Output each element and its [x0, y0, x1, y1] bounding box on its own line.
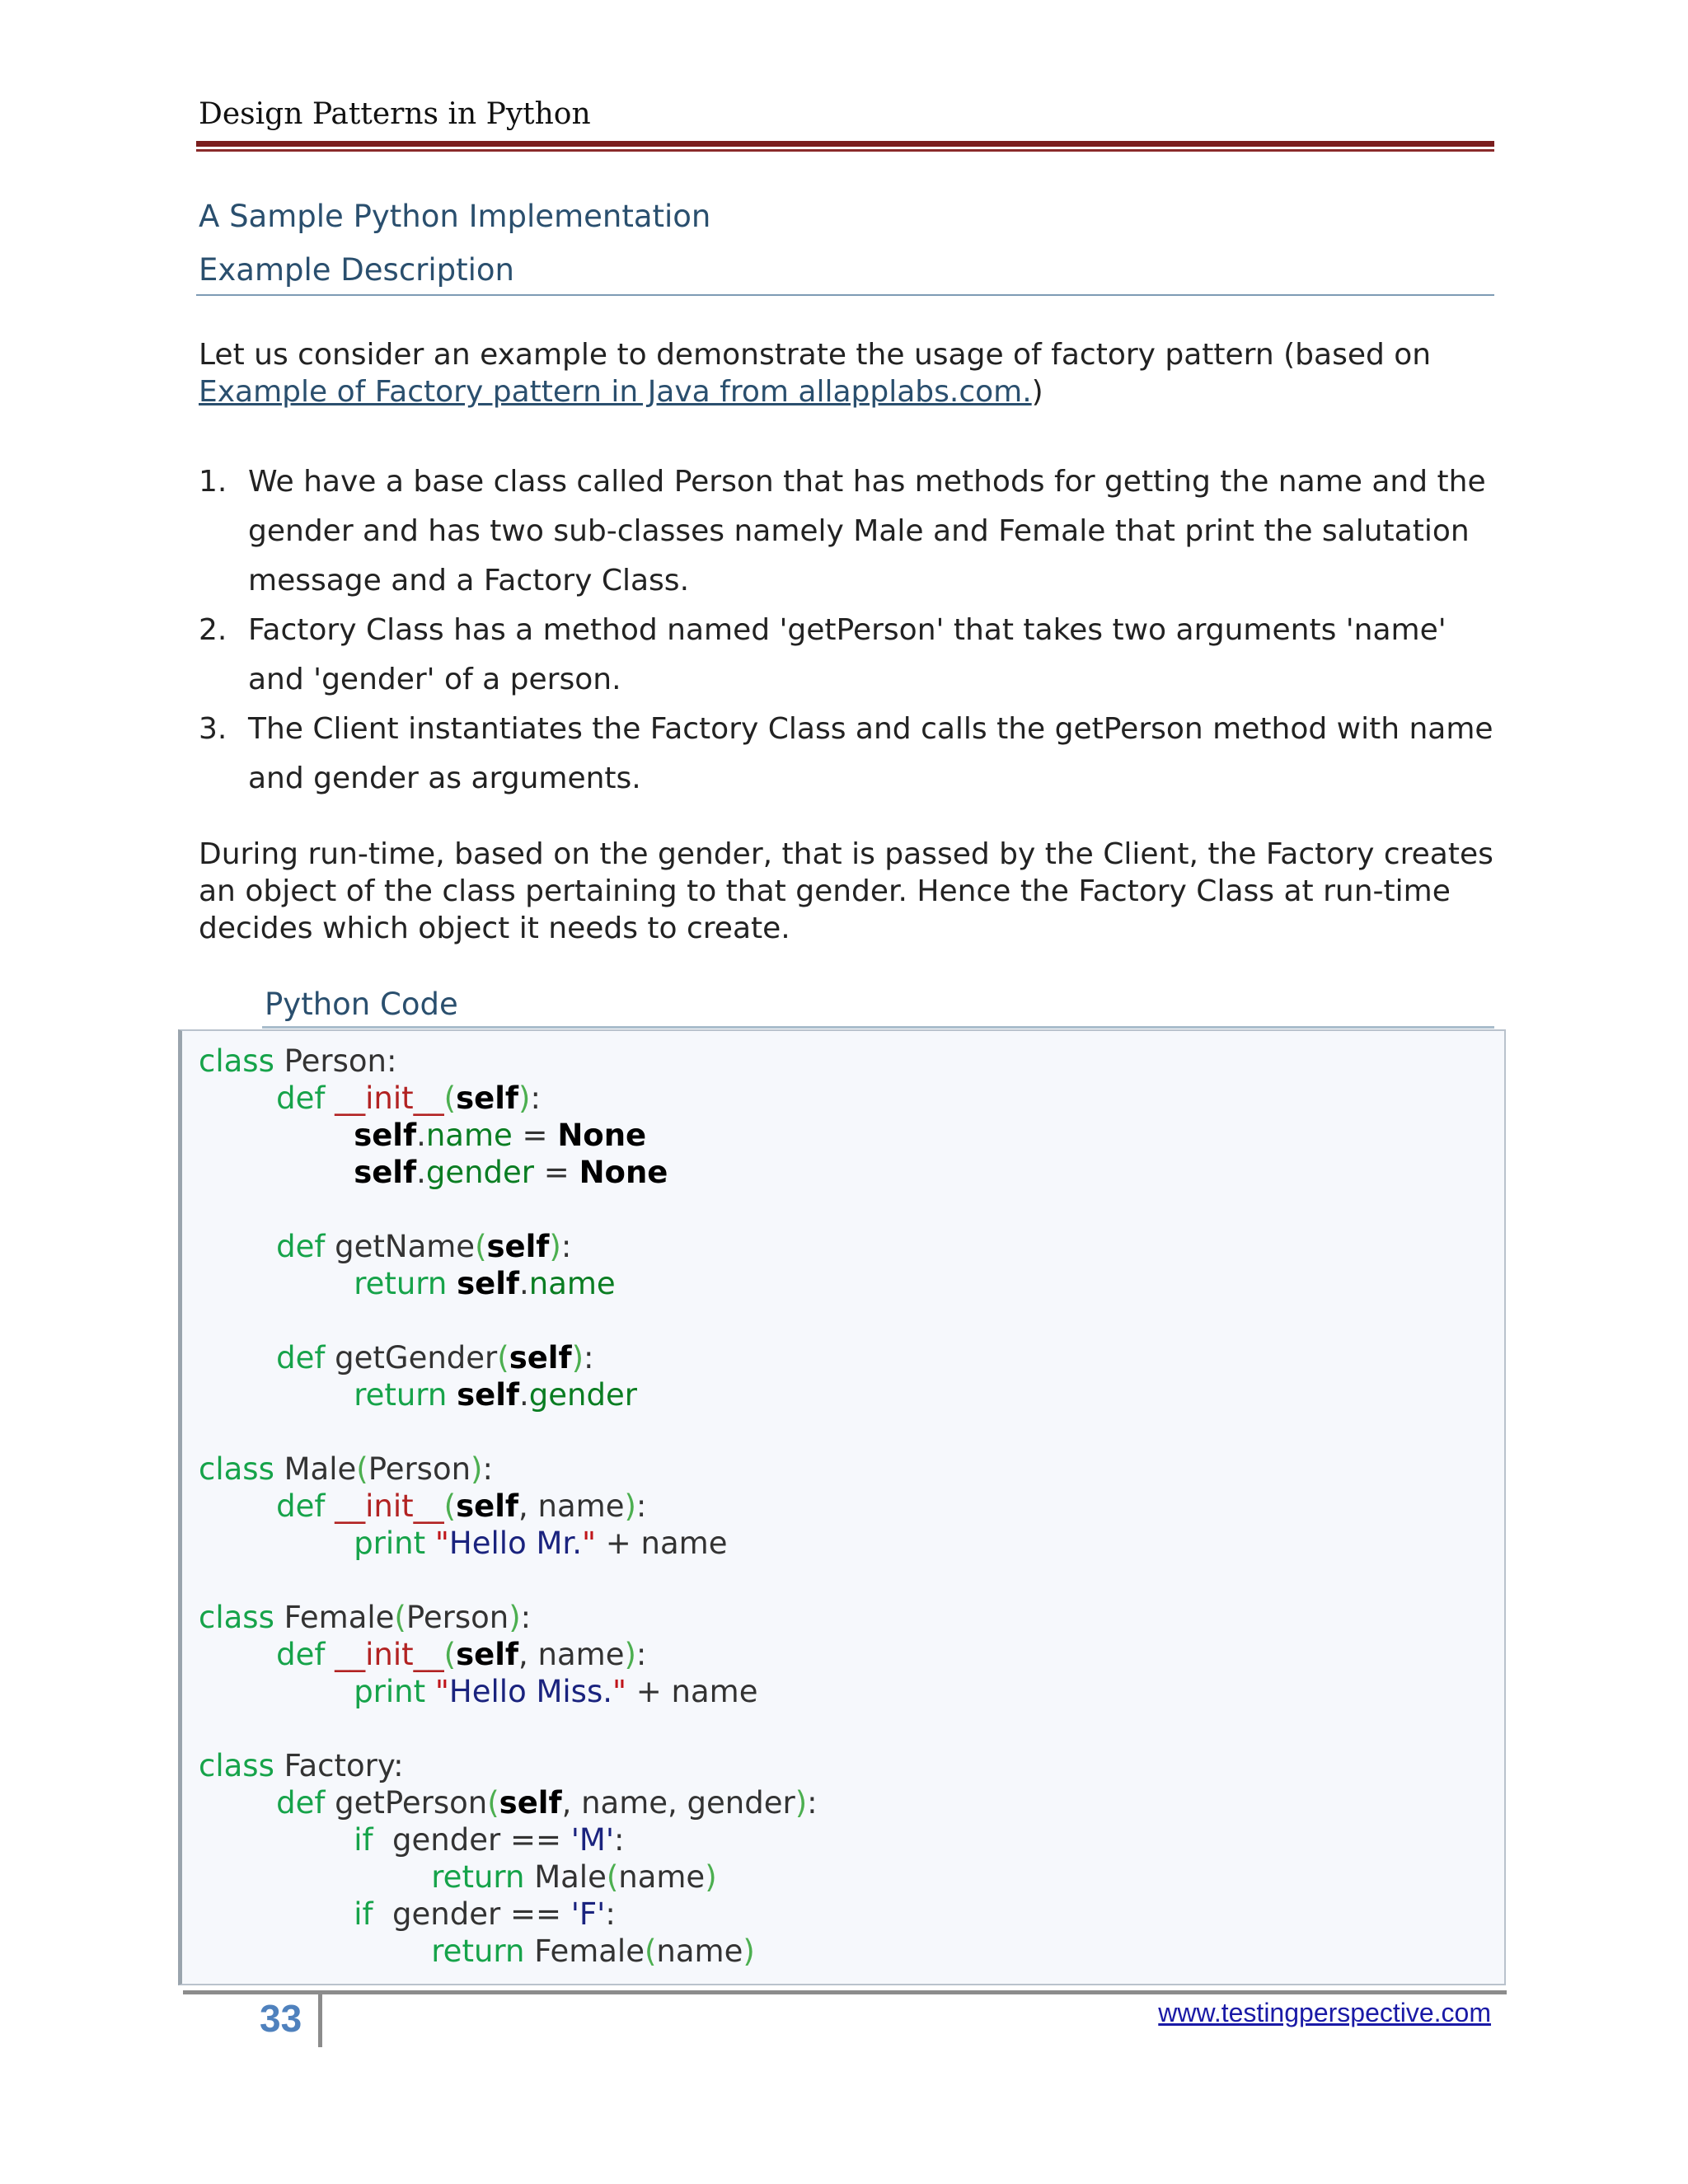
- code-token: .: [416, 1118, 426, 1153]
- code-line: [199, 1636, 818, 1673]
- code-line: [199, 1673, 818, 1710]
- code-line: [199, 1228, 818, 1265]
- code-token: return: [431, 1933, 535, 1969]
- code-token: gender ==: [382, 1896, 571, 1932]
- intro-text-close: ): [1031, 375, 1043, 409]
- code-token: def: [276, 1785, 335, 1821]
- code-line: [199, 1599, 818, 1636]
- code-token: [199, 1080, 276, 1116]
- code-token: :: [635, 1637, 647, 1672]
- code-token: gender: [528, 1377, 637, 1413]
- intro-text: Let us consider an example to demonstrate the usage of factory pattern (based on: [199, 338, 1432, 372]
- code-token: def: [276, 1488, 335, 1524]
- page-number-divider: [318, 1993, 322, 2047]
- code-token: (: [443, 1488, 457, 1524]
- code-token: [199, 1785, 276, 1821]
- code-token: :: [530, 1080, 541, 1116]
- code-token: 'F': [570, 1896, 606, 1932]
- code-token: Male: [284, 1451, 357, 1487]
- code-line: [199, 1265, 818, 1302]
- code-token: [199, 1674, 354, 1709]
- code-token: ": [434, 1674, 449, 1709]
- header-rule-secondary: [196, 149, 1494, 152]
- code-token: def: [276, 1229, 335, 1264]
- footer-rule: [183, 1990, 1507, 1994]
- code-token: class: [199, 1748, 284, 1783]
- code-token: def: [276, 1637, 335, 1672]
- code-token: __init__: [335, 1637, 444, 1672]
- code-token: Hello Miss.: [448, 1674, 612, 1709]
- list-item-text: Factory Class has a method named 'getPerson' that takes two arguments 'name' and 'gender' of a person.: [248, 613, 1447, 696]
- code-token: ): [509, 1600, 521, 1635]
- code-line: [199, 1896, 818, 1933]
- code-token: self: [486, 1229, 550, 1264]
- code-token: 'M': [570, 1822, 614, 1858]
- code-token: :: [605, 1896, 616, 1932]
- code-line: [199, 1080, 818, 1117]
- code-token: :: [584, 1340, 594, 1376]
- code-token: self: [354, 1155, 417, 1190]
- code-token: + name: [626, 1674, 758, 1709]
- code-token: name: [528, 1266, 616, 1301]
- code-token: Hello Mr.: [448, 1526, 582, 1561]
- page-number: 33: [260, 1997, 302, 2040]
- code-token: None: [557, 1118, 647, 1153]
- code-token: :: [807, 1785, 818, 1821]
- code-line: [199, 1821, 818, 1858]
- runtime-paragraph: During run-time, based on the gender, that is passed by the Client, the Factory creates an object of the class pertaining to that gender. Hence the Factory Class at run-time decides which object it needs to create.: [199, 837, 1493, 945]
- code-token: ": [581, 1526, 596, 1561]
- code-line: [199, 1302, 818, 1339]
- code-token: Person: [368, 1451, 471, 1487]
- code-token: ): [624, 1488, 636, 1524]
- code-token: self: [509, 1340, 572, 1376]
- steps-list: [199, 457, 1501, 804]
- code-token: [199, 1822, 354, 1858]
- running-header-title: Design Patterns in Python: [199, 97, 591, 131]
- code-token: (: [356, 1451, 368, 1487]
- code-line: [199, 1858, 818, 1896]
- code-token: name: [656, 1933, 743, 1969]
- allapplabs-link[interactable]: Example of Factory pattern in Java from allapplabs.com.: [199, 375, 1032, 409]
- code-token: (: [394, 1600, 406, 1635]
- code-token: ): [571, 1340, 584, 1376]
- code-token: (: [443, 1637, 457, 1672]
- code-token: .: [519, 1266, 529, 1301]
- code-token: [199, 1859, 431, 1895]
- code-token: [199, 1896, 354, 1932]
- code-listing: [199, 1043, 818, 1970]
- list-item-text: The Client instantiates the Factory Class and calls the getPerson method with name and gender as arguments.: [248, 712, 1493, 795]
- code-token: =: [534, 1155, 579, 1190]
- code-token: [199, 1933, 431, 1969]
- code-token: gender ==: [382, 1822, 571, 1858]
- code-token: [199, 1526, 354, 1561]
- list-item-number: 1.: [199, 465, 227, 499]
- code-line: [199, 1747, 818, 1784]
- code-token: Factory:: [284, 1748, 404, 1783]
- code-token: =: [512, 1118, 558, 1153]
- code-token: [199, 1229, 276, 1264]
- code-token: Person:: [284, 1043, 397, 1079]
- code-token: return: [354, 1377, 457, 1413]
- code-line: [199, 1933, 818, 1970]
- code-token: :: [560, 1229, 572, 1264]
- code-token: ): [471, 1451, 483, 1487]
- code-token: Female: [284, 1600, 395, 1635]
- code-token: class: [199, 1043, 284, 1079]
- list-item: [199, 457, 1501, 606]
- code-token: getGender: [335, 1340, 498, 1376]
- code-line: [199, 1376, 818, 1413]
- code-token: getName: [335, 1229, 476, 1264]
- code-token: if: [354, 1822, 383, 1858]
- code-token: ): [705, 1859, 717, 1895]
- code-token: ): [518, 1080, 531, 1116]
- code-line: [199, 1191, 818, 1228]
- code-token: Female: [534, 1933, 645, 1969]
- code-token: [199, 1488, 276, 1524]
- code-token: [199, 1377, 354, 1413]
- code-token: if: [354, 1896, 383, 1932]
- code-line: [199, 1784, 818, 1821]
- code-token: (: [487, 1785, 499, 1821]
- subsection-heading: Example Description: [199, 252, 515, 288]
- code-token: + name: [596, 1526, 728, 1561]
- code-token: return: [354, 1266, 457, 1301]
- code-token: :: [482, 1451, 493, 1487]
- code-line: [199, 1043, 818, 1080]
- code-line: [199, 1562, 818, 1599]
- code-token: (: [443, 1080, 457, 1116]
- code-token: , name: [518, 1488, 625, 1524]
- code-token: self: [456, 1080, 519, 1116]
- code-token: def: [276, 1080, 335, 1116]
- code-token: .: [416, 1155, 426, 1190]
- code-token: self: [456, 1637, 519, 1672]
- code-token: self: [457, 1266, 519, 1301]
- list-item: [199, 705, 1501, 804]
- code-line: [199, 1488, 818, 1525]
- code-token: , name, gender: [561, 1785, 795, 1821]
- code-token: [199, 1155, 354, 1190]
- code-token: self: [456, 1488, 519, 1524]
- code-token: ": [612, 1674, 627, 1709]
- code-token: __init__: [335, 1488, 444, 1524]
- code-line: [199, 1117, 818, 1154]
- code-token: [199, 1118, 354, 1153]
- list-item-number: 2.: [199, 613, 227, 647]
- code-token: getPerson: [335, 1785, 488, 1821]
- code-line: [199, 1413, 818, 1451]
- code-token: ): [624, 1637, 636, 1672]
- code-token: print: [354, 1674, 435, 1709]
- code-token: None: [579, 1155, 668, 1190]
- intro-paragraph: [199, 336, 1501, 410]
- code-token: (: [475, 1229, 487, 1264]
- code-token: self: [457, 1377, 519, 1413]
- code-token: Male: [534, 1859, 607, 1895]
- code-line: [199, 1339, 818, 1376]
- code-heading-divider: [262, 1026, 1494, 1029]
- code-line: [199, 1525, 818, 1562]
- code-token: class: [199, 1451, 284, 1487]
- code-token: ): [549, 1229, 561, 1264]
- code-token: , name: [518, 1637, 625, 1672]
- code-token: [199, 1340, 276, 1376]
- list-item: [199, 606, 1501, 705]
- code-line: [199, 1451, 818, 1488]
- code-token: name: [425, 1118, 513, 1153]
- code-token: self: [354, 1118, 417, 1153]
- footer-website-link[interactable]: www.testingperspective.com: [1158, 1998, 1491, 2027]
- code-token: :: [635, 1488, 647, 1524]
- code-token: self: [499, 1785, 562, 1821]
- code-token: gender: [425, 1155, 535, 1190]
- code-token: :: [614, 1822, 625, 1858]
- code-token: ): [743, 1933, 755, 1969]
- code-token: ): [795, 1785, 808, 1821]
- section-heading: A Sample Python Implementation: [199, 199, 711, 234]
- code-token: return: [431, 1859, 535, 1895]
- code-token: :: [520, 1600, 532, 1635]
- code-heading: Python Code: [265, 987, 458, 1022]
- code-line: [199, 1154, 818, 1191]
- code-token: ": [434, 1526, 449, 1561]
- code-token: (: [606, 1859, 619, 1895]
- list-item-text: We have a base class called Person that has methods for getting the name and the gender and has two sub-classes namely Male and Female that print the salutation message and a Factory Class.: [248, 465, 1486, 598]
- code-token: [199, 1266, 354, 1301]
- code-token: def: [276, 1340, 335, 1376]
- header-rule: [196, 141, 1494, 147]
- code-token: Person: [406, 1600, 509, 1635]
- list-item-number: 3.: [199, 712, 227, 746]
- code-token: print: [354, 1526, 435, 1561]
- code-token: (: [644, 1933, 657, 1969]
- code-token: __init__: [335, 1080, 444, 1116]
- subsection-divider: [196, 294, 1494, 296]
- code-token: class: [199, 1600, 284, 1635]
- code-line: [199, 1710, 818, 1747]
- code-token: name: [618, 1859, 706, 1895]
- code-token: (: [497, 1340, 509, 1376]
- code-token: .: [519, 1377, 529, 1413]
- code-token: [199, 1637, 276, 1672]
